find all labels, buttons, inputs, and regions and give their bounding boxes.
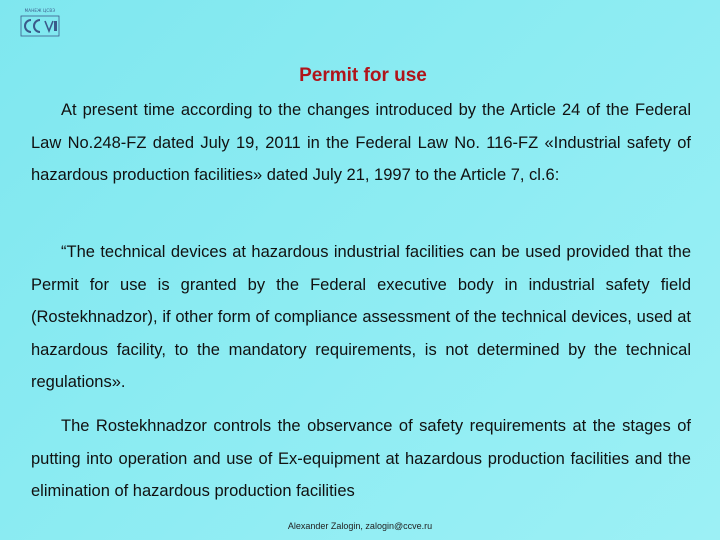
logo bbox=[18, 8, 62, 42]
paragraph-rostekhnadzor: The Rostekhnadzor controls the observance of safety requirements at the stages of putting into operation and use of Ex-equipment at hazardous production facilities and the elimination of hazardous production facilities bbox=[31, 417, 691, 500]
logo-caption: МАНЕЖ ЦСВЭ bbox=[24, 8, 56, 13]
slide-title: Permit for use bbox=[299, 65, 427, 86]
paragraph-article: At present time according to the changes introduced by the Article 24 of the Federal Law No.248-FZ dated July 19, 2011 in the Federal Law No. 116-FZ «Industrial safety of hazardous production facilities» dated July 21, 1997 to the Article 7, cl.6: bbox=[31, 101, 691, 184]
paragraph-quote: “The technical devices at hazardous industrial facilities can be used provided that the Permit for use is granted by the Federal executive body in industrial safety field (Rostekhnadzor), if other form of compliance assessment of the technical devices, used at hazardous facility, to the mandatory requirements, is not determined by the technical regulations». bbox=[31, 243, 691, 391]
footer-author: Alexander Zalogin, zalogin@ccve.ru bbox=[287, 521, 433, 531]
ccve-logo-icon bbox=[20, 14, 60, 38]
